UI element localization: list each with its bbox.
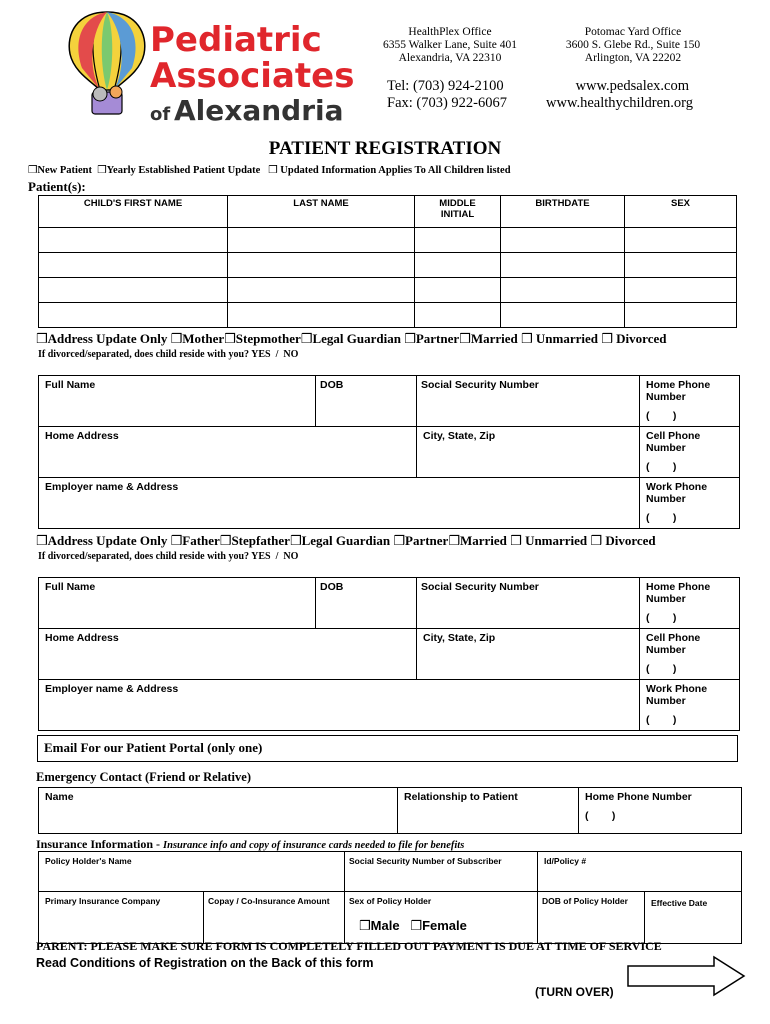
insurance-table: [38, 851, 742, 944]
policy-holder-name-field[interactable]: Policy Holder's Name: [39, 852, 345, 892]
updated-info-checkbox[interactable]: ❒: [268, 164, 278, 176]
checkbox[interactable]: ❒: [219, 534, 232, 549]
subscriber-ssn-field[interactable]: Social Security Number of Subscriber: [345, 852, 538, 892]
ssn-field[interactable]: Social Security Number: [417, 578, 640, 629]
cell-phone-field[interactable]: Cell Phone Number ( ): [640, 629, 740, 680]
work-phone-field[interactable]: Work Phone Number ( ): [640, 680, 740, 731]
checkbox[interactable]: ❒: [36, 534, 48, 549]
parent2-divorced-question: If divorced/separated, does child reside with you? YES / NO: [38, 551, 299, 562]
work-phone-field[interactable]: Work Phone Number ( ): [640, 478, 740, 529]
col-sex: SEX: [625, 196, 737, 228]
dob-field[interactable]: DOB: [316, 376, 417, 427]
office-potomac-yard: Potomac Yard Office 3600 S. Glebe Rd., Suite 150 Arlington, VA 22202: [565, 26, 701, 64]
cell-phone-field[interactable]: Cell Phone Number ( ): [640, 427, 740, 478]
patients-table: [38, 195, 737, 328]
parent1-relation-options: ❒Address Update Only ❒Mother❒Stepmother❒Legal Guardian ❒Partner❒Married ❒ Unmarried ❒ Divorced: [36, 331, 667, 347]
logo-word-pediatric: Pediatric: [150, 20, 322, 60]
checkbox[interactable]: ❒: [170, 534, 183, 549]
ssn-field[interactable]: Social Security Number: [417, 376, 640, 427]
id-policy-field[interactable]: Id/Policy #: [538, 852, 742, 892]
checkbox[interactable]: ❒: [459, 332, 471, 347]
checkbox[interactable]: ❒: [170, 332, 183, 347]
parent-notice: PARENT: PLEASE MAKE SURE FORM IS COMPLETELY FILLED OUT PAYMENT IS DUE AT TIME OF SERVICE: [36, 939, 662, 953]
office-healthplex: HealthPlex Office 6355 Walker Lane, Suite 401 Alexandria, VA 22310: [383, 26, 517, 64]
logo: [62, 8, 362, 128]
read-conditions-note: Read Conditions of Registration on the Back of this form: [36, 956, 374, 970]
col-last-name: LAST NAME: [228, 196, 415, 228]
hot-air-balloon-icon: [62, 8, 152, 123]
parent1-divorced-question: If divorced/separated, does child reside with you? YES / NO: [38, 349, 299, 360]
contact-websites: www.pedsalex.com www.healthychildren.org: [546, 78, 693, 111]
yearly-update-checkbox[interactable]: ❒: [97, 164, 107, 176]
employer-field[interactable]: Employer name & Address: [39, 680, 640, 731]
home-address-field[interactable]: Home Address: [39, 629, 417, 680]
checkbox[interactable]: ❒: [289, 534, 302, 549]
checkbox[interactable]: ❒: [510, 534, 522, 549]
dob-of-holder-field[interactable]: DOB of Policy Holder: [538, 892, 645, 944]
turn-over-arrow-icon: [626, 955, 748, 997]
copay-field[interactable]: Copay / Co-Insurance Amount: [204, 892, 345, 944]
patient-row: [39, 303, 737, 328]
male-checkbox[interactable]: ❒: [359, 919, 371, 934]
registration-type-options: ❒New Patient ❒Yearly Established Patient Update ❒ Updated Information Applies To All Children listed: [28, 164, 511, 176]
contact-phones: Tel: (703) 924-2100 Fax: (703) 922-6067: [387, 78, 508, 111]
city-state-zip-field[interactable]: City, State, Zip: [417, 427, 640, 478]
full-name-field[interactable]: Full Name: [39, 376, 316, 427]
checkbox[interactable]: ❒: [590, 534, 603, 549]
parent2-table: [38, 577, 740, 731]
checkbox[interactable]: ❒: [300, 332, 313, 347]
city-state-zip-field[interactable]: City, State, Zip: [417, 629, 640, 680]
relationship-field[interactable]: Relationship to Patient: [398, 788, 579, 834]
home-phone-field[interactable]: Home Phone Number ( ): [640, 376, 740, 427]
insurance-title: Insurance Information - Insurance info and copy of insurance cards needed to file for benefits: [36, 837, 465, 851]
page-title: PATIENT REGISTRATION: [268, 138, 502, 159]
logo-word-alexandria: Alexandria: [174, 94, 344, 127]
checkbox[interactable]: ❒: [448, 534, 460, 549]
patients-label: Patient(s):: [28, 179, 86, 194]
checkbox[interactable]: ❒: [36, 332, 48, 347]
checkbox[interactable]: ❒: [404, 332, 416, 347]
parent1-table: [38, 375, 740, 529]
col-birthdate: BIRTHDATE: [501, 196, 625, 228]
emergency-phone-field[interactable]: Home Phone Number ( ): [579, 788, 742, 834]
turn-over-label: (TURN OVER): [535, 985, 614, 999]
checkbox[interactable]: ❒: [601, 332, 613, 347]
female-checkbox[interactable]: ❒: [410, 919, 423, 934]
emergency-name-field[interactable]: Name: [39, 788, 398, 834]
email-field[interactable]: Email For our Patient Portal (only one): [37, 735, 738, 762]
patient-row: [39, 278, 737, 303]
full-name-field[interactable]: Full Name: [39, 578, 316, 629]
home-phone-field[interactable]: Home Phone Number ( ): [640, 578, 740, 629]
primary-insurance-field[interactable]: Primary Insurance Company: [39, 892, 204, 944]
effective-date-field[interactable]: Effective Date: [645, 892, 742, 944]
employer-field[interactable]: Employer name & Address: [39, 478, 640, 529]
checkbox[interactable]: ❒: [393, 534, 406, 549]
parent2-relation-options: ❒Address Update Only ❒Father❒Stepfather❒Legal Guardian ❒Partner❒Married ❒ Unmarried ❒ Divorced: [36, 533, 656, 549]
emergency-contact-table: [38, 787, 742, 834]
logo-word-associates: Associates: [150, 56, 355, 96]
sex-of-holder-field: Sex of Policy Holder ❒Male ❒Female: [345, 892, 538, 944]
home-address-field[interactable]: Home Address: [39, 427, 417, 478]
col-first-name: CHILD'S FIRST NAME: [39, 196, 228, 228]
new-patient-checkbox[interactable]: ❒: [28, 164, 38, 176]
logo-word-of: of: [150, 104, 171, 125]
patient-row: [39, 253, 737, 278]
col-middle-initial: MIDDLE INITIAL: [415, 196, 501, 228]
emergency-contact-title: Emergency Contact (Friend or Relative): [36, 770, 251, 784]
checkbox[interactable]: ❒: [224, 332, 236, 347]
checkbox[interactable]: ❒: [520, 332, 533, 347]
dob-field[interactable]: DOB: [316, 578, 417, 629]
patient-row: [39, 228, 737, 253]
